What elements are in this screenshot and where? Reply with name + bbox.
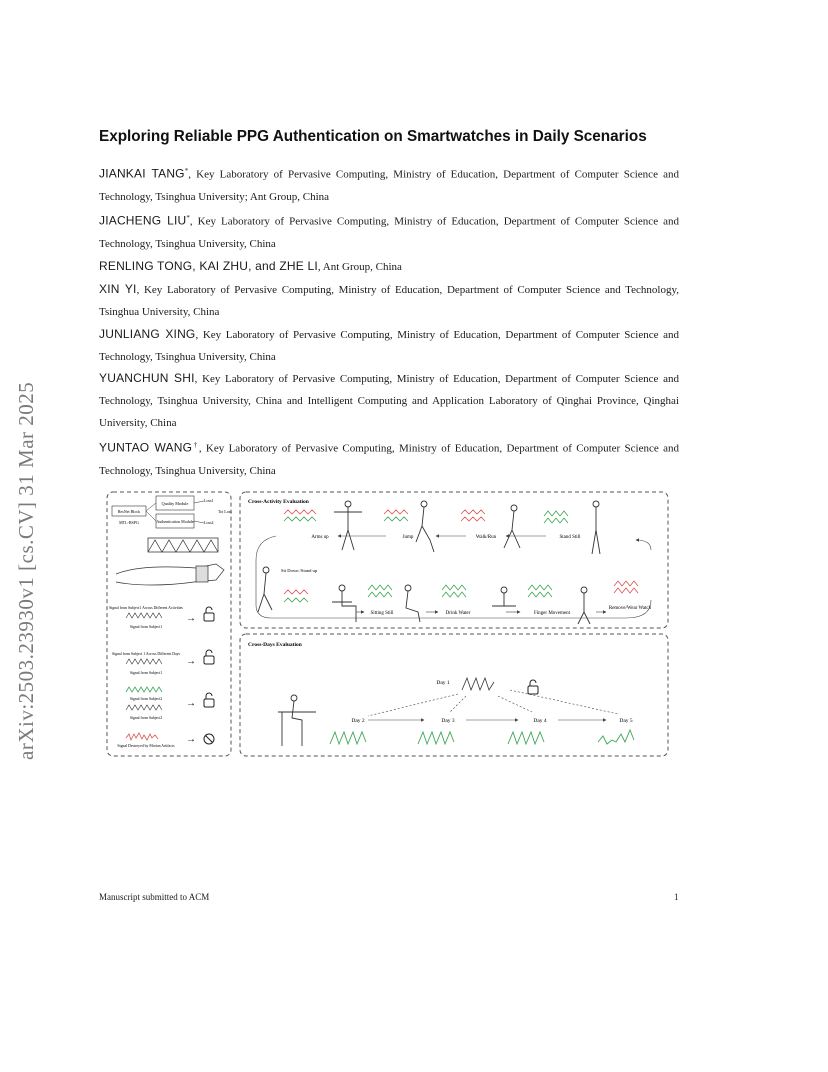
footer-note: Manuscript submitted to ACM xyxy=(99,892,210,902)
paper-title: Exploring Reliable PPG Authentication on Smartwatches in Daily Scenarios xyxy=(99,128,647,145)
page-number: 1 xyxy=(674,892,679,902)
author-entry xyxy=(99,324,679,369)
activity-label: Sit Down /Stand up xyxy=(281,568,318,573)
cross-activity-title: Cross-Activity Evaluation xyxy=(248,499,309,505)
figure-canvas xyxy=(106,490,670,758)
person-illustration xyxy=(334,501,600,554)
model-diagram xyxy=(112,496,232,528)
activity-label: Drink Water xyxy=(445,611,471,616)
day-label: Day 4 xyxy=(533,718,547,724)
unlock-icon xyxy=(204,693,214,707)
left-row xyxy=(109,606,214,629)
day-label: Day 5 xyxy=(619,718,633,724)
row-caption: Signal from Subject2 xyxy=(129,716,163,720)
author-entry xyxy=(99,368,679,435)
author-name: JIANKAI TANG xyxy=(99,166,185,181)
activity-label: Finger Movement xyxy=(534,611,570,616)
loss2-label: Loss2 xyxy=(204,520,214,525)
author-name: RENLING TONG, KAI ZHU, and ZHE LI xyxy=(99,258,318,273)
activity-label: Stand Still xyxy=(559,535,581,540)
left-row xyxy=(117,733,214,748)
author-affiliation: , Key Laboratory of Pervasive Computing, Ministry of Education, Department of Computer Science and Technology, Tsinghua University; Ant Group, China xyxy=(99,168,679,203)
mtl-label: MTL-BSPG xyxy=(119,520,139,525)
author-entry xyxy=(99,161,679,208)
left-row xyxy=(112,650,214,675)
author-name: JUNLIANG XING xyxy=(99,326,196,341)
author-name: XIN YI xyxy=(99,281,137,296)
arm-illustration xyxy=(116,538,224,585)
author-name: YUNTAO WANG xyxy=(99,440,193,455)
totloss-label: Tot Loss xyxy=(218,509,232,514)
day1-waveform xyxy=(462,678,494,690)
author-name: YUANCHUN SHI xyxy=(99,371,195,386)
author-mark: * xyxy=(184,167,189,175)
day-waveforms xyxy=(330,730,634,744)
author-mark: * xyxy=(186,214,190,223)
author-mark: † xyxy=(192,441,199,450)
author-name: JIACHENG LIU xyxy=(99,214,187,229)
activity-label: Sitting Still xyxy=(370,611,394,616)
cross-days-title: Cross-Days Evaluation xyxy=(248,642,302,648)
quality-module-label: Quality Module xyxy=(161,501,189,506)
author-entry xyxy=(99,279,679,324)
reject-icon xyxy=(204,734,214,744)
row-caption: Signal from Subject 1 Across Different Days xyxy=(111,652,181,656)
connector xyxy=(146,511,156,521)
unlock-icon xyxy=(204,650,214,664)
row-caption: Signal from Subject1 xyxy=(129,625,163,629)
waveform-group xyxy=(284,510,568,523)
arrow-icon: → xyxy=(186,698,196,709)
arrow-icon: → xyxy=(186,613,196,624)
author-affiliation: , Key Laboratory of Pervasive Computing, Ministry of Education, Department of Computer Science and Technology, Tsinghua University, China and Intelligent Computing and Application Laboratory of Qinghai Province, Qinghai University, China xyxy=(99,373,679,430)
author-affiliation: , Key Laboratory of Pervasive Computing, Ministry of Education, Department of Computer Science and Technology, Tsinghua University, China xyxy=(99,442,679,477)
waveform-group xyxy=(284,581,638,602)
activity-label: Arms up xyxy=(311,535,329,540)
activity-label: Remove/Wear Watch xyxy=(608,606,652,611)
row-caption: Signal from Subject1 Across Different Activities xyxy=(109,606,183,610)
day-label: Day 2 xyxy=(351,718,365,724)
arrow-icon: → xyxy=(186,734,196,745)
author-affiliation: , Key Laboratory of Pervasive Computing, Ministry of Education, Department of Computer Science and Technology, Tsinghua University, China xyxy=(99,216,679,251)
unlock-icon xyxy=(528,680,538,694)
arrow-icon: → xyxy=(186,656,196,667)
author-list xyxy=(99,161,679,483)
author-entry xyxy=(99,435,679,482)
activity-label: Walk/Run xyxy=(475,535,497,540)
author-entry xyxy=(99,256,679,279)
row-caption: Signal from Subject2 xyxy=(129,697,163,701)
author-affiliation: , Key Laboratory of Pervasive Computing, Ministry of Education, Department of Computer Science and Technology, Tsinghua University, China xyxy=(99,283,679,318)
left-panel-border xyxy=(107,492,231,756)
activity-label: Jump xyxy=(402,535,414,540)
auth-module-label: Authentication Module xyxy=(156,519,194,524)
author-entry xyxy=(99,208,679,255)
resnet-label: ResNet Block xyxy=(117,509,141,514)
connector xyxy=(146,503,156,511)
teaser-figure xyxy=(106,490,670,758)
cross-activity-border xyxy=(240,492,668,628)
row-caption: Signal from Subject1 xyxy=(129,671,163,675)
author-affiliation: , Ant Group, China xyxy=(317,260,402,273)
day-label: Day 1 xyxy=(436,680,450,686)
author-affiliation: , Key Laboratory of Pervasive Computing, Ministry of Education, Department of Computer Science and Technology, Tsinghua University, China xyxy=(99,328,679,363)
left-row xyxy=(126,687,214,720)
arxiv-identifier: arXiv:2503.23930v1 [cs.CV] 31 Mar 2025 xyxy=(14,381,38,760)
unlock-icon xyxy=(204,607,214,621)
day-label: Day 3 xyxy=(441,718,455,724)
loss1-label: Loss1 xyxy=(204,498,214,503)
row-caption: Signal Destroyed by Motion Artifacts xyxy=(117,744,175,748)
person-illustration xyxy=(278,695,316,746)
